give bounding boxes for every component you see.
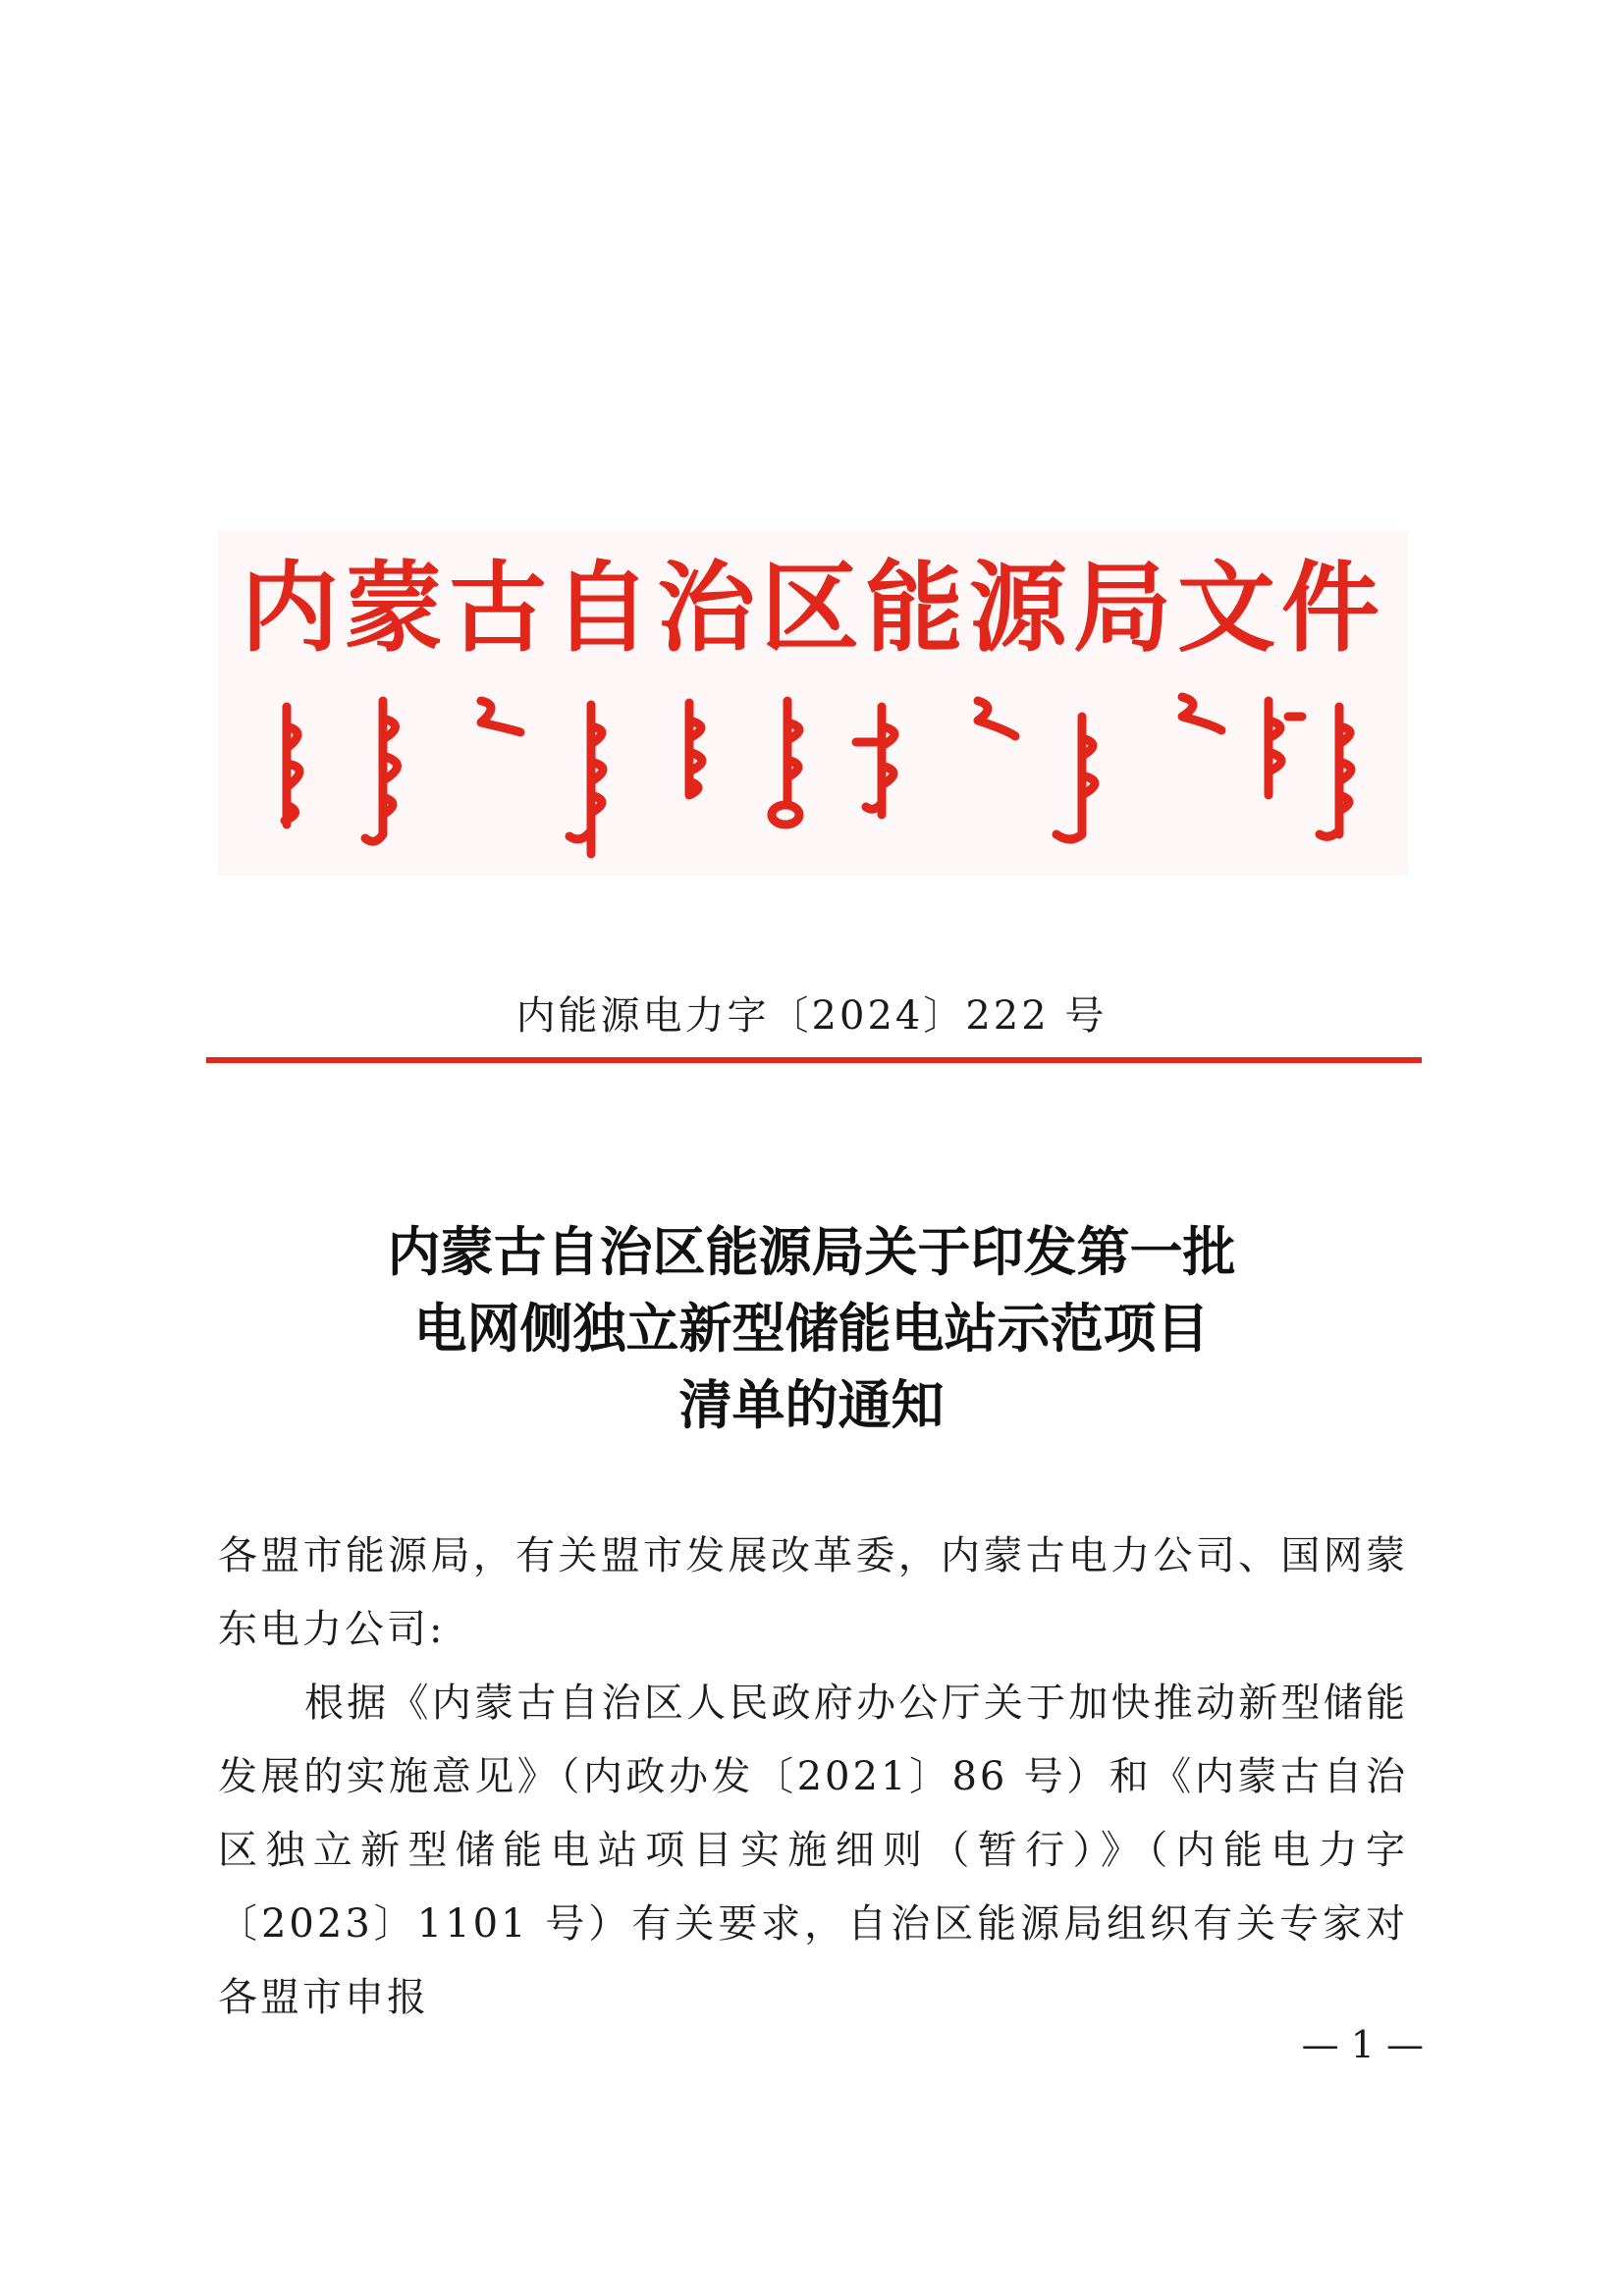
document-title bbox=[0, 1214, 1623, 1444]
red-divider bbox=[206, 1057, 1422, 1063]
masthead bbox=[218, 530, 1408, 876]
title-line-3: 清单的通知 bbox=[678, 1374, 945, 1436]
page-number: — 1 — bbox=[1301, 2023, 1424, 2066]
document-body bbox=[218, 1520, 1408, 2035]
title-line-1: 内蒙古自治区能源局关于印发第一批 bbox=[387, 1221, 1236, 1283]
recipients: 各盟市能源局，有关盟市发展改革委，内蒙古电力公司、国网蒙东电力公司: bbox=[218, 1533, 1408, 1652]
body-paragraph: 根据《内蒙古自治区人民政府办公厅关于加快推动新型储能发展的实施意见》（内政办发〔2021〕86 号）和《内蒙古自治区独立新型储能电站项目实施细则（暂行）》（内能电力字〔2023〕1101 号）有关要求，自治区能源局组织有关专家对各盟市申报 bbox=[218, 1681, 1408, 2020]
title-line-2: 电网侧独立新型储能电站示范项目 bbox=[413, 1298, 1210, 1360]
mongolian-script-logo bbox=[257, 687, 1369, 864]
masthead-title: 内蒙古自治区能源局文件 bbox=[241, 551, 1385, 666]
document-number: 内能源电力字〔2024〕222 号 bbox=[515, 993, 1108, 1039]
